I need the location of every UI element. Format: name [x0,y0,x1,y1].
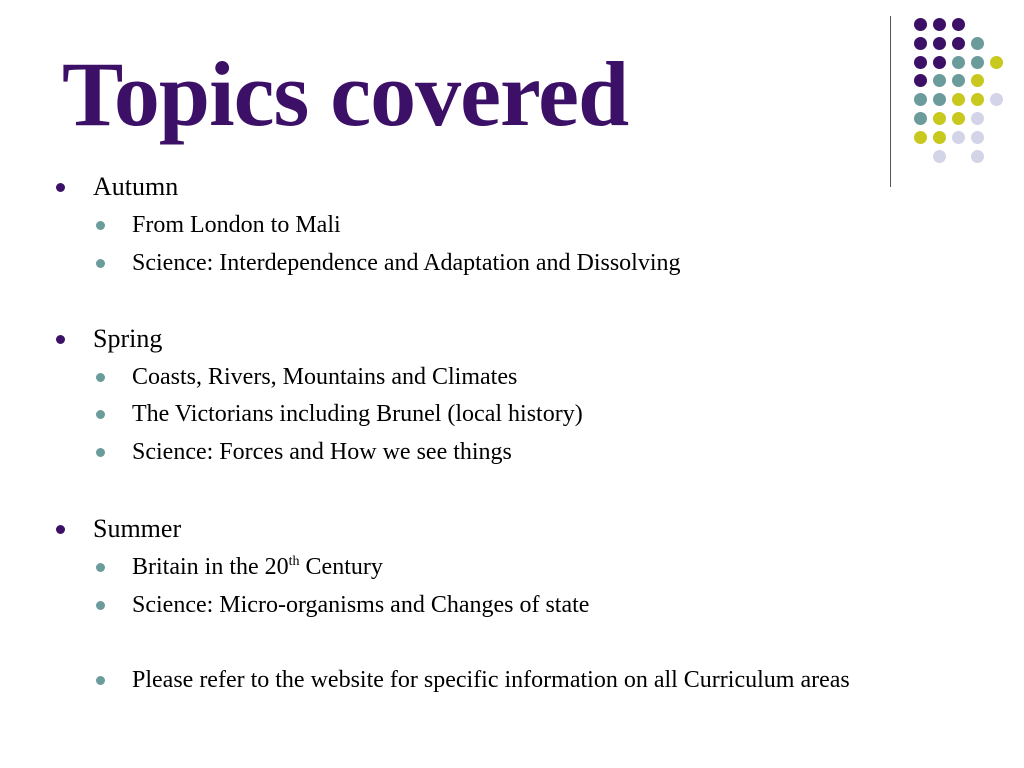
bullet-icon [56,335,65,344]
list-item-text: From London to Mali [132,212,341,238]
list-item [132,249,681,277]
list-item-text: Science: Interdependence and Adaptation and Dissolving [132,250,681,276]
list-item [132,438,512,466]
list-item [132,553,383,581]
bullet-icon [96,410,105,419]
bullet-icon [56,183,65,192]
footer-note-item [132,666,850,694]
ordinal-superscript: th [288,554,300,569]
bullet-icon [96,448,105,457]
section-heading-text: Autumn [93,172,179,201]
list-item [132,400,583,428]
bullet-icon [96,601,105,610]
list-item [132,591,589,619]
list-item-text: Science: Forces and How we see things [132,439,512,465]
list-item-text: Coasts, Rivers, Mountains and Climates [132,364,518,390]
list-item-text [132,554,383,580]
slide-title: Topics covered [62,43,629,145]
section-heading-text: Spring [93,324,163,353]
section-heading-spring [93,324,162,354]
list-item [132,211,341,239]
list-item-text: Science: Micro-organisms and Changes of state [132,592,590,618]
list-item-text: The Victorians including Brunel (local history) [132,401,583,427]
section-heading-summer [93,514,181,544]
list-item-text-main: Britain in the 20 [132,554,289,580]
bullet-icon [96,259,105,268]
bullet-icon [96,676,105,685]
section-heading-autumn [93,172,178,202]
bullet-icon [96,373,105,382]
footer-note-text: Please refer to the website for specific information on all Curriculum areas [132,667,850,693]
bullet-icon [96,221,105,230]
section-heading-text: Summer [93,514,182,543]
bullet-icon [96,563,105,572]
list-item-text-rest: Century [299,554,383,580]
list-item [132,363,517,391]
bullet-icon [56,525,65,534]
